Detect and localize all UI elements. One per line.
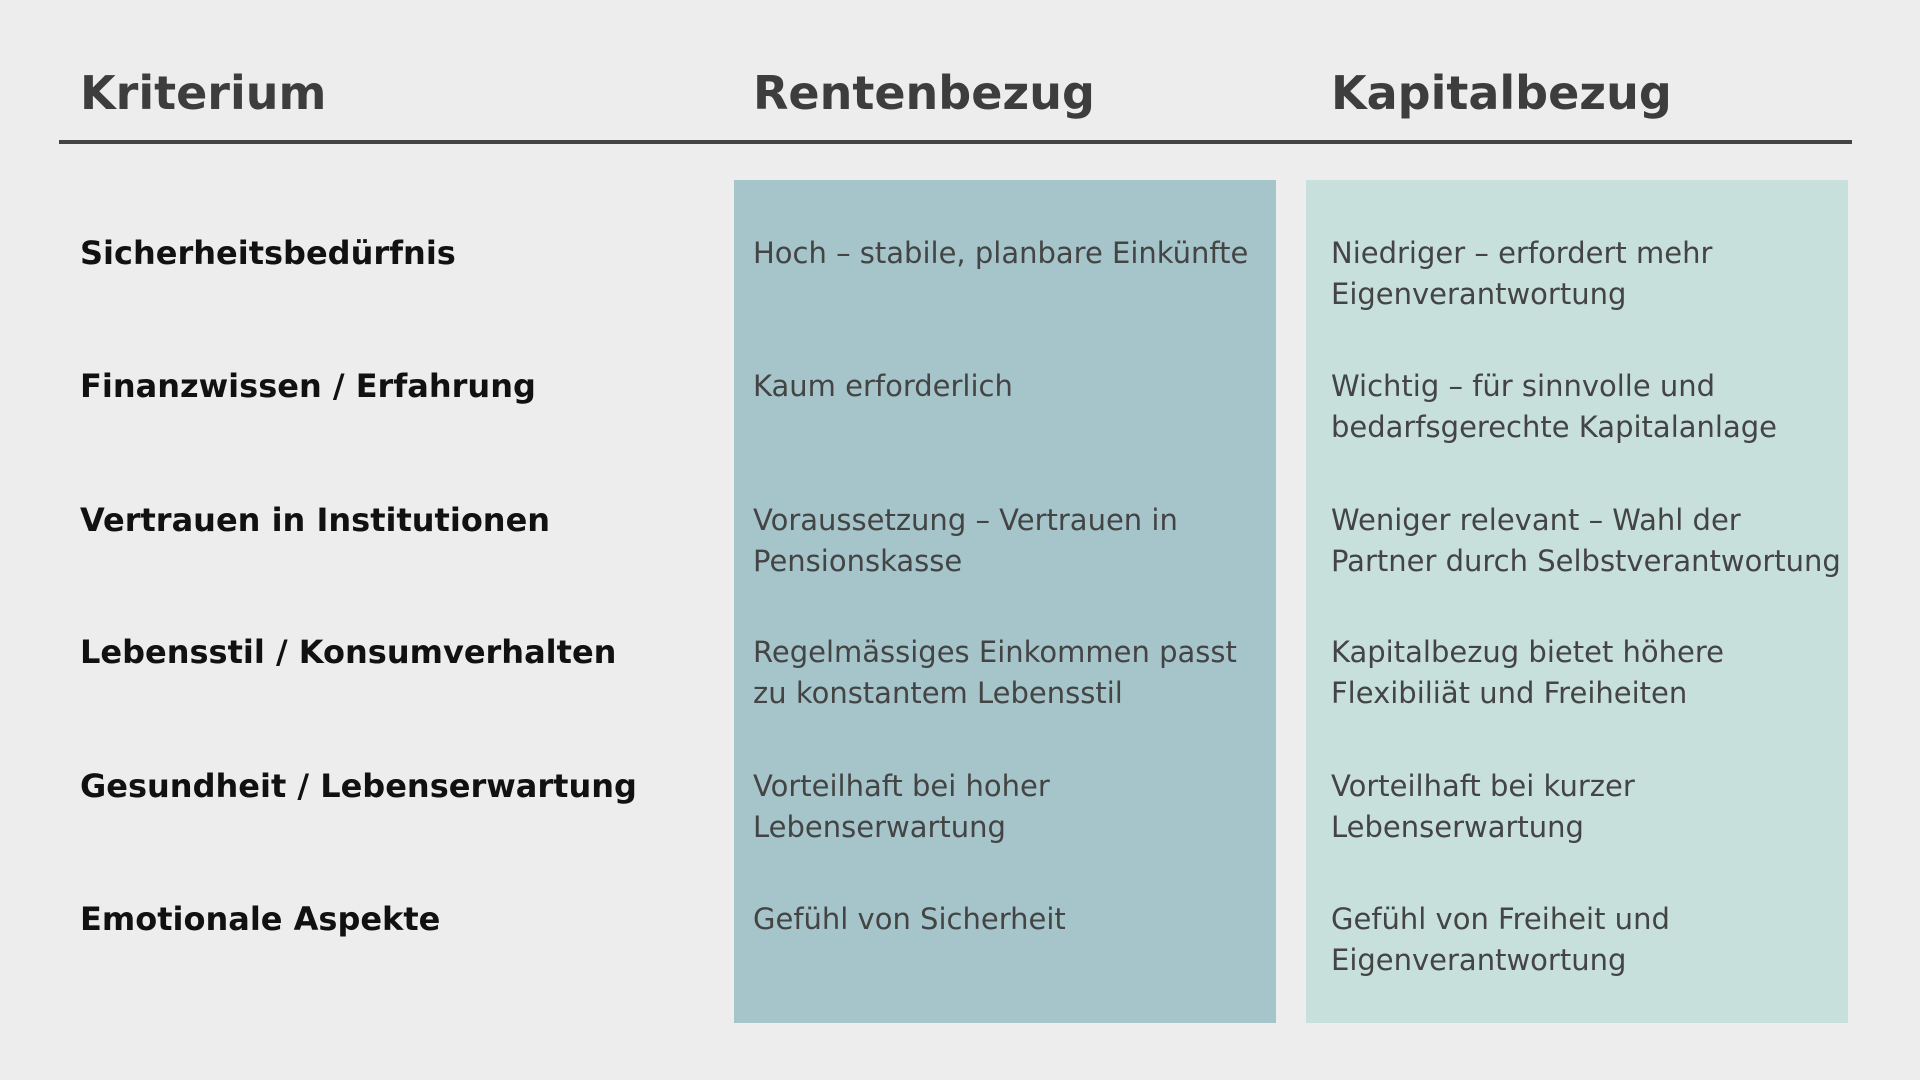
column-header-kapital: Kapitalbezug <box>1331 66 1672 120</box>
kapital-cell: Vorteilhaft bei kurzer Lebenserwartung <box>1331 769 1635 844</box>
kapital-cell: Gefühl von Freiheit und Eigenverantwortung <box>1331 902 1670 977</box>
kapital-cell: Wichtig – für sinnvolle und bedarfsgerechte Kapitalanlage <box>1331 369 1777 444</box>
kapital-cell: Niedriger – erfordert mehr Eigenverantwortung <box>1331 236 1713 311</box>
criterion-label: Gesundheit / Lebenserwartung <box>80 767 637 805</box>
table-row <box>0 500 1920 600</box>
rente-cell: Hoch – stabile, planbare Einkünfte <box>753 236 1249 270</box>
table-header <box>0 0 1920 142</box>
rente-cell: Regelmässiges Einkommen passt zu konstantem Lebensstil <box>753 635 1237 710</box>
table-row <box>0 632 1920 732</box>
table-row <box>0 366 1920 466</box>
kapital-cell: Kapitalbezug bietet höhere Flexibiliät und Freiheiten <box>1331 635 1725 710</box>
rente-cell: Vorteilhaft bei hoher Lebenserwartung <box>753 769 1050 844</box>
criterion-label: Finanzwissen / Erfahrung <box>80 367 536 405</box>
kapital-cell: Weniger relevant – Wahl der Partner durch Selbstverantwortung <box>1331 503 1841 578</box>
criterion-label: Vertrauen in Institutionen <box>80 501 551 539</box>
criterion-label: Emotionale Aspekte <box>80 900 441 938</box>
rente-cell: Gefühl von Sicherheit <box>753 902 1066 936</box>
criterion-label: Sicherheitsbedürfnis <box>80 234 456 272</box>
criterion-label: Lebensstil / Konsumverhalten <box>80 633 617 671</box>
column-header-rente: Rentenbezug <box>753 66 1095 120</box>
rente-cell: Voraussetzung – Vertrauen in Pensionskasse <box>753 503 1178 578</box>
table-row <box>0 899 1920 999</box>
header-divider <box>59 140 1852 144</box>
rente-cell: Kaum erforderlich <box>753 369 1013 403</box>
table-row <box>0 766 1920 866</box>
column-header-criterion: Kriterium <box>80 66 327 120</box>
table-row <box>0 233 1920 333</box>
